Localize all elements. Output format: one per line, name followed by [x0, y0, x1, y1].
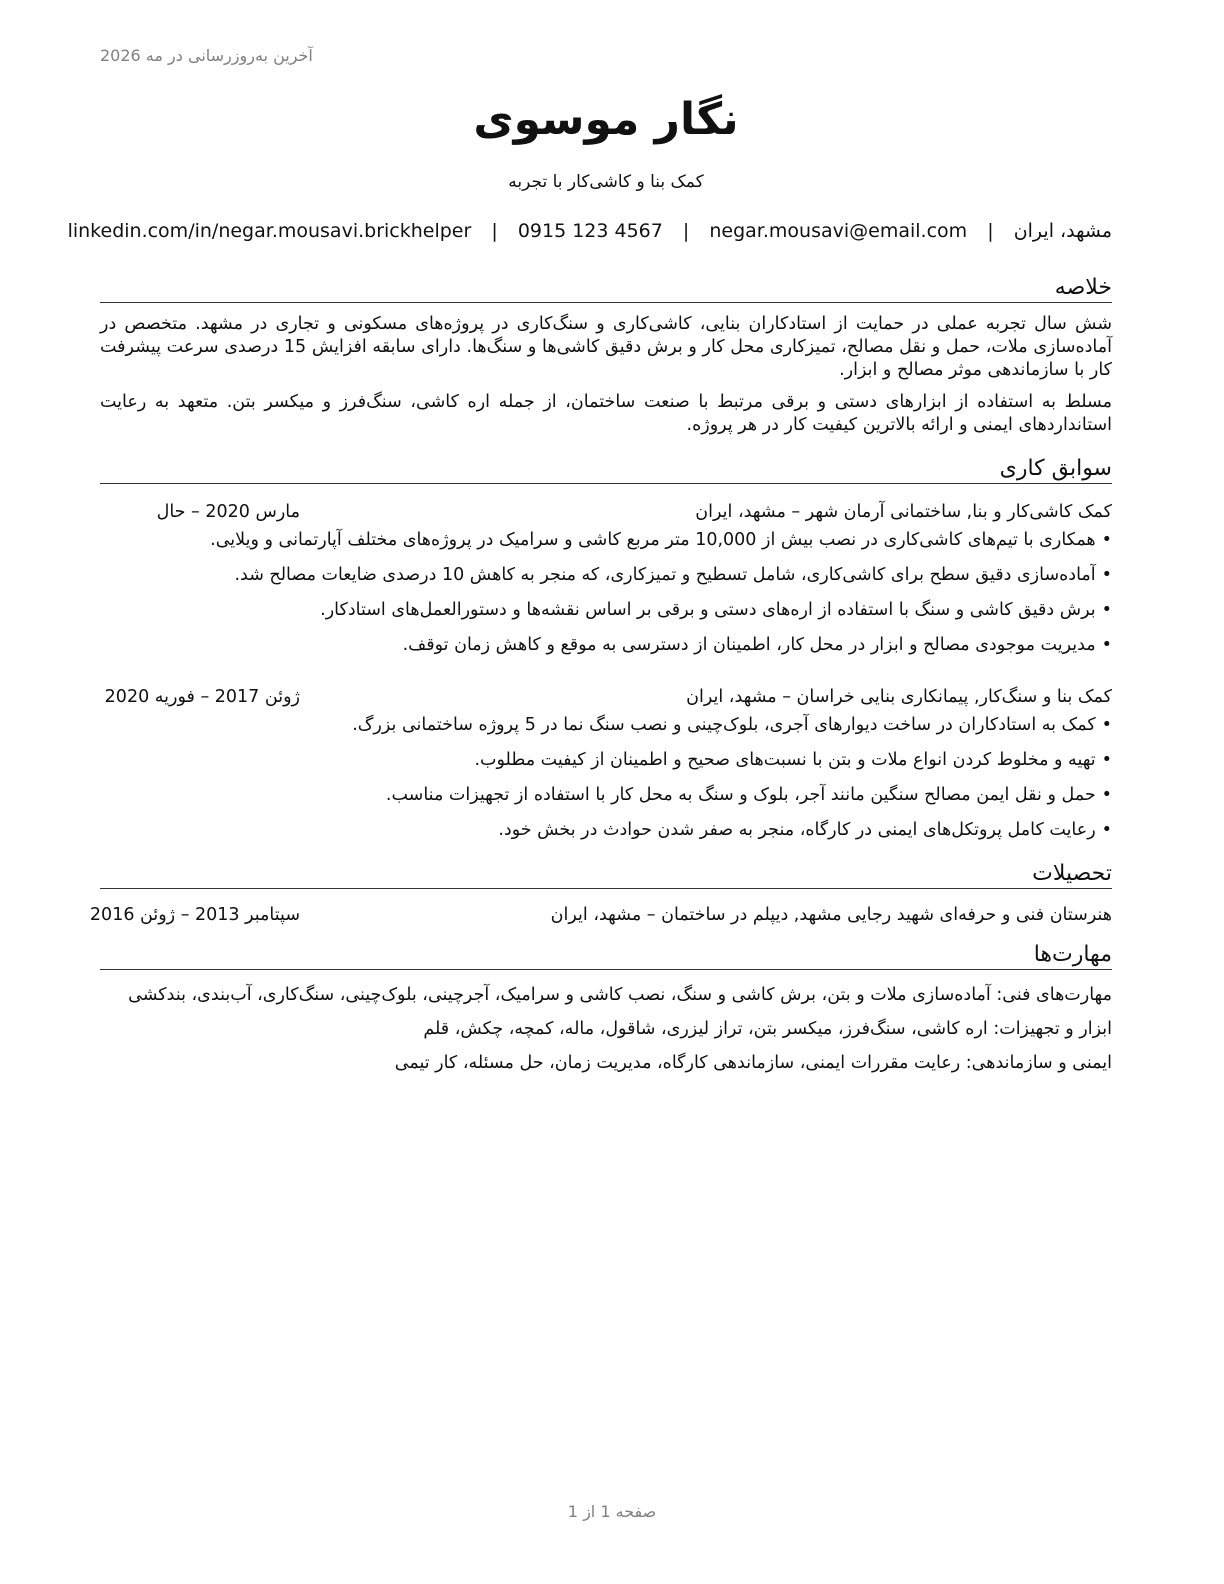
- candidate-title: کمک بنا و کاشی‌کار با تجربه: [508, 172, 704, 192]
- contact-email[interactable]: negar.mousavi@email.com: [709, 220, 968, 242]
- job-header: [100, 685, 1112, 709]
- bullet-icon: •: [1101, 600, 1112, 620]
- bullet-item: [100, 713, 1112, 737]
- job-header: [100, 500, 1112, 524]
- bullet-icon: •: [1101, 785, 1112, 805]
- education-school-degree: هنرستان فنی و حرفه‌ای شهید رجایی مشهد, دیپلم در ساختمان – مشهد، ایران: [550, 905, 1112, 925]
- job-bullets: [100, 713, 1112, 842]
- bullet-item: [100, 598, 1112, 622]
- job-bullets: [100, 528, 1112, 657]
- bullet-icon: •: [1101, 565, 1112, 585]
- summary-heading: خلاصه: [100, 274, 1112, 303]
- job-entry: [100, 500, 1112, 657]
- job-dates: مارس 2020 – حال: [156, 502, 300, 522]
- bullet-icon: •: [1101, 635, 1112, 655]
- bullet-text: حمل و نقل ایمن مصالح سنگین مانند آجر، بلوک و سنگ به محل کار با استفاده از تجهیزات مناسب.: [385, 785, 1096, 805]
- resume-page: [67, 90, 1112, 1075]
- bullet-item: [100, 563, 1112, 587]
- bullet-icon: •: [1101, 750, 1112, 770]
- contact-separator: |: [987, 220, 994, 242]
- job-title-company: کمک کاشی‌کار و بنا, ساختمانی آرمان شهر – مشهد، ایران: [695, 502, 1112, 522]
- contact-line: [67, 218, 1112, 244]
- skills-line: ابزار و تجهیزات: اره کاشی، سنگ‌فرز، میکسر بتن، تراز لیزری، شاقول، ماله، کمچه، چکش، قلم: [423, 1019, 1112, 1039]
- experience-heading: سوابق کاری: [100, 455, 1112, 484]
- skills-line: مهارت‌های فنی: آماده‌سازی ملات و بتن، برش کاشی و سنگ، نصب کاشی و سرامیک، آجرچینی، بلوک‌چینی، سنگ‌کاری، آب‌بندی، بندکشی: [128, 985, 1112, 1005]
- contact-separator: |: [491, 220, 498, 242]
- bullet-text: تهیه و مخلوط کردن انواع ملات و بتن با نسبت‌های صحیح و اطمینان از کیفیت مطلوب.: [474, 750, 1096, 770]
- bullet-item: [100, 528, 1112, 552]
- bullet-text: کمک به استادکاران در ساخت دیوارهای آجری، بلوک‌چینی و نصب سنگ نما در 5 پروژه ساختمانی بزرگ.: [352, 715, 1096, 735]
- job-entry: [100, 685, 1112, 842]
- bullet-icon: •: [1101, 715, 1112, 735]
- bullet-text: رعایت کامل پروتکل‌های ایمنی در کارگاه، منجر به صفر شدن حوادث در بخش خود.: [498, 820, 1096, 840]
- bullet-icon: •: [1101, 820, 1112, 840]
- summary-paragraph: مسلط به استفاده از ابزارهای دستی و برقی مرتبط با صنعت ساختمان، از جمله اره کاشی، سنگ‌فرز و میکسر بتن. متعهد به رعایت استانداردهای ایمنی و ارائه بالاترین کیفیت کار در هر پروژه.: [100, 392, 1112, 435]
- page-number: صفحه 1 از 1: [567, 1502, 657, 1521]
- contact-linkedin[interactable]: linkedin.com/in/negar.mousavi.brickhelper: [67, 220, 472, 242]
- contact-location: مشهد، ایران: [1013, 220, 1112, 242]
- education-heading: تحصیلات: [100, 860, 1112, 889]
- skills-heading: مهارت‌ها: [100, 941, 1112, 970]
- bullet-item: [100, 748, 1112, 772]
- bullet-text: همکاری با تیم‌های کاشی‌کاری در نصب بیش از 10,000 متر مربع کاشی و سرامیک در پروژه‌های مختلف آپارتمانی و ویلایی.: [210, 530, 1096, 550]
- contact-phone[interactable]: 0915 123 4567: [517, 220, 663, 242]
- contact-separator: |: [682, 220, 690, 242]
- education-dates: سپتامبر 2013 – ژوئن 2016: [89, 905, 300, 925]
- summary-paragraph: شش سال تجربه عملی در حمایت از استادکاران بنایی، کاشی‌کاری و سنگ‌کاری در پروژه‌های مسکونی و تجاری در مشهد. متخصص در آماده‌سازی ملات، حمل و نقل مصالح، تمیزکاری محل کار و برش دقیق کاشی‌ها و سنگ‌ها. دارای سابقه افزایش 15 درصدی سرعت پیشرفت کار با سازماندهی موثر مصالح و ابزار.: [100, 314, 1112, 380]
- bullet-item: [100, 818, 1112, 842]
- last-updated-note: آخرین به‌روزرسانی در مه 2026: [100, 46, 313, 65]
- bullet-text: برش دقیق کاشی و سنگ با استفاده از اره‌های دستی و برقی بر اساس نقشه‌ها و دستورالعمل‌های استادکار.: [320, 600, 1096, 620]
- job-dates: ژوئن 2017 – فوریه 2020: [104, 687, 300, 707]
- candidate-name: نگار موسوی: [473, 94, 739, 145]
- skills-line: ایمنی و سازماندهی: رعایت مقررات ایمنی، سازماندهی کارگاه، مدیریت زمان، حل مسئله، کار تیمی: [394, 1053, 1112, 1073]
- bullet-text: آماده‌سازی دقیق سطح برای کاشی‌کاری، شامل تسطیح و تمیزکاری، که منجر به کاهش 10 درصدی ضایعات مصالح شد.: [234, 565, 1096, 585]
- bullet-item: [100, 783, 1112, 807]
- bullet-icon: •: [1101, 530, 1112, 550]
- education-entry: [89, 903, 1112, 927]
- job-title-company: کمک بنا و سنگ‌کار, پیمانکاری بنایی خراسان – مشهد، ایران: [686, 687, 1112, 707]
- bullet-text: مدیریت موجودی مصالح و ابزار در محل کار، اطمینان از دسترسی به موقع و کاهش زمان توقف.: [402, 635, 1096, 655]
- bullet-item: [100, 633, 1112, 657]
